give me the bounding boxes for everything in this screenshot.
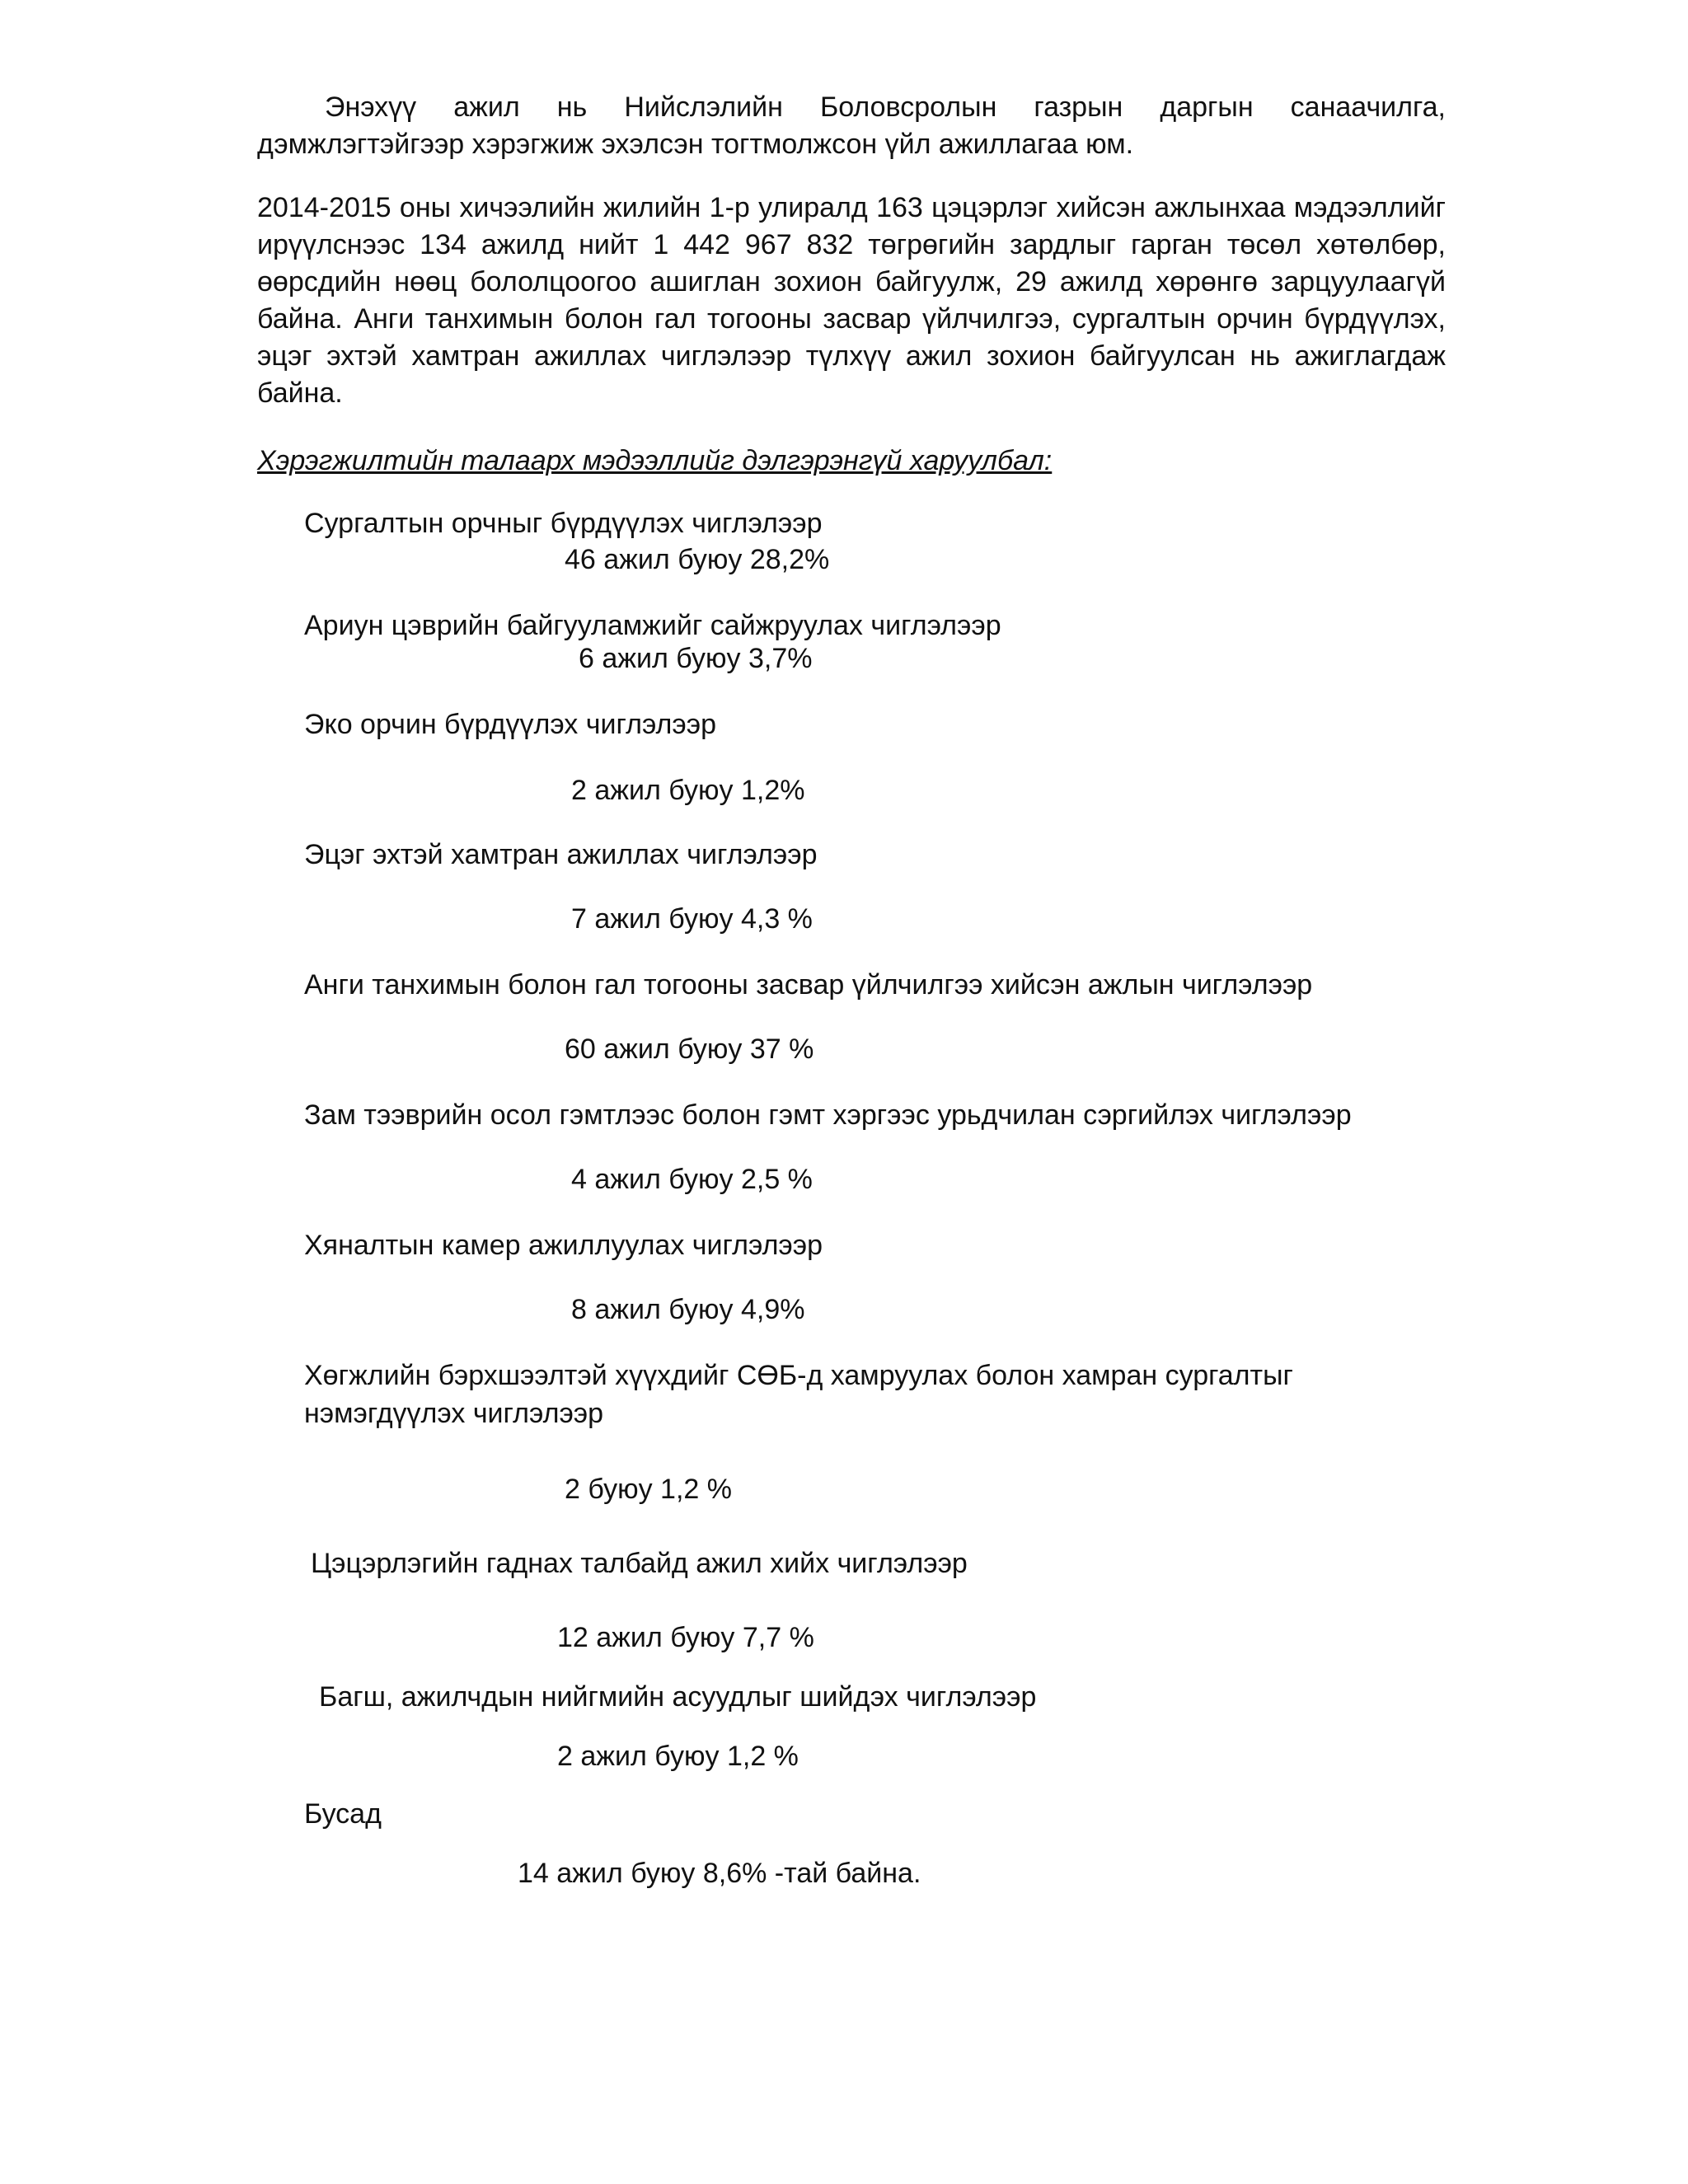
- item-direction-3: Эко орчин бүрдүүлэх чиглэлээр: [304, 709, 716, 740]
- item-direction-2: Ариун цэврийн байгууламжийг сайжруулах чиглэлээр: [304, 610, 1001, 641]
- item-stat-6: 4 ажил буюу 2,5 %: [571, 1164, 813, 1195]
- item-direction-5: Анги танхимын болон гал тогооны засвар үйлчилгээ хийсэн ажлын чиглэлээр: [304, 969, 1313, 1001]
- item-stat-7: 8 ажил буюу 4,9%: [571, 1294, 805, 1325]
- item-stat-2: 6 ажил буюу 3,7%: [579, 643, 813, 674]
- item-stat-10: 2 ажил буюу 1,2 %: [557, 1741, 799, 1772]
- item-direction-1: Сургалтын орчныг бүрдүүлэх чиглэлээр: [304, 508, 823, 539]
- intro-paragraph: [257, 89, 1446, 163]
- section-heading: Хэрэгжилтийн талаарх мэдээллийг дэлгэрэнгүй харуулбал:: [257, 445, 1053, 476]
- item-stat-9: 12 ажил буюу 7,7 %: [557, 1622, 814, 1653]
- item-stat-4: 7 ажил буюу 4,3 %: [571, 903, 813, 935]
- intro-paragraph-text: Энэхүү ажил нь Нийслэлийн Боловсролын газрын даргын санаачилга, дэмжлэгтэйгээр хэрэгжиж эхэлсэн тогтмолжсон үйл ажиллагаа юм.: [257, 91, 1446, 160]
- item-direction-6: Зам тээврийн осол гэмтлээс болон гэмт хэргээс урьдчилан сэргийлэх чиглэлээр: [304, 1099, 1352, 1131]
- item-stat-5: 60 ажил буюу 37 %: [565, 1033, 814, 1065]
- item-stat-3: 2 ажил буюу 1,2%: [571, 775, 805, 806]
- item-direction-4: Эцэг эхтэй хамтран ажиллах чиглэлээр: [304, 839, 818, 870]
- item-stat-1: 46 ажил буюу 28,2%: [565, 544, 830, 575]
- summary-paragraph: 2014-2015 оны хичээлийн жилийн 1-р улиралд 163 цэцэрлэг хийсэн ажлынхаа мэдээллийг ирүүлснээс 134 ажилд нийт 1 442 967 832 төгрөгийн зардлыг гарган төсөл хөтөлбөр, өөрсдийн нөөц бололцоогоо ашиглан зохион байгуулж, 29 ажилд хөрөнгө зарцуулаагүй байна. Анги танхимын болон гал тогооны засвар үйлчилгээ, сургалтын орчин бүрдүүлэх, эцэг эхтэй хамтран ажиллах чиглэлээр түлхүү ажил зохион байгуулсан нь ажиглагдаж байна.: [257, 192, 1446, 409]
- item-stat-11: 14 ажил буюу 8,6% -тай байна.: [518, 1858, 921, 1889]
- item-stat-8: 2 буюу 1,2 %: [565, 1474, 732, 1505]
- item-direction-8: Хөгжлийн бэрхшээлтэй хүүхдийг СӨБ-д хамруулах болон хамран сургалтыг: [304, 1360, 1293, 1391]
- item-direction-9: Цэцэрлэгийн гаднах талбайд ажил хийх чиглэлээр: [311, 1548, 968, 1579]
- item-direction-7: Хяналтын камер ажиллуулах чиглэлээр: [304, 1230, 823, 1261]
- item-direction-10: Багш, ажилчдын нийгмийн асуудлыг шийдэх чиглэлээр: [319, 1681, 1037, 1713]
- item-direction-8-line-2: нэмэгдүүлэх чиглэлээр: [304, 1398, 604, 1429]
- item-direction-11: Бусад: [304, 1798, 382, 1830]
